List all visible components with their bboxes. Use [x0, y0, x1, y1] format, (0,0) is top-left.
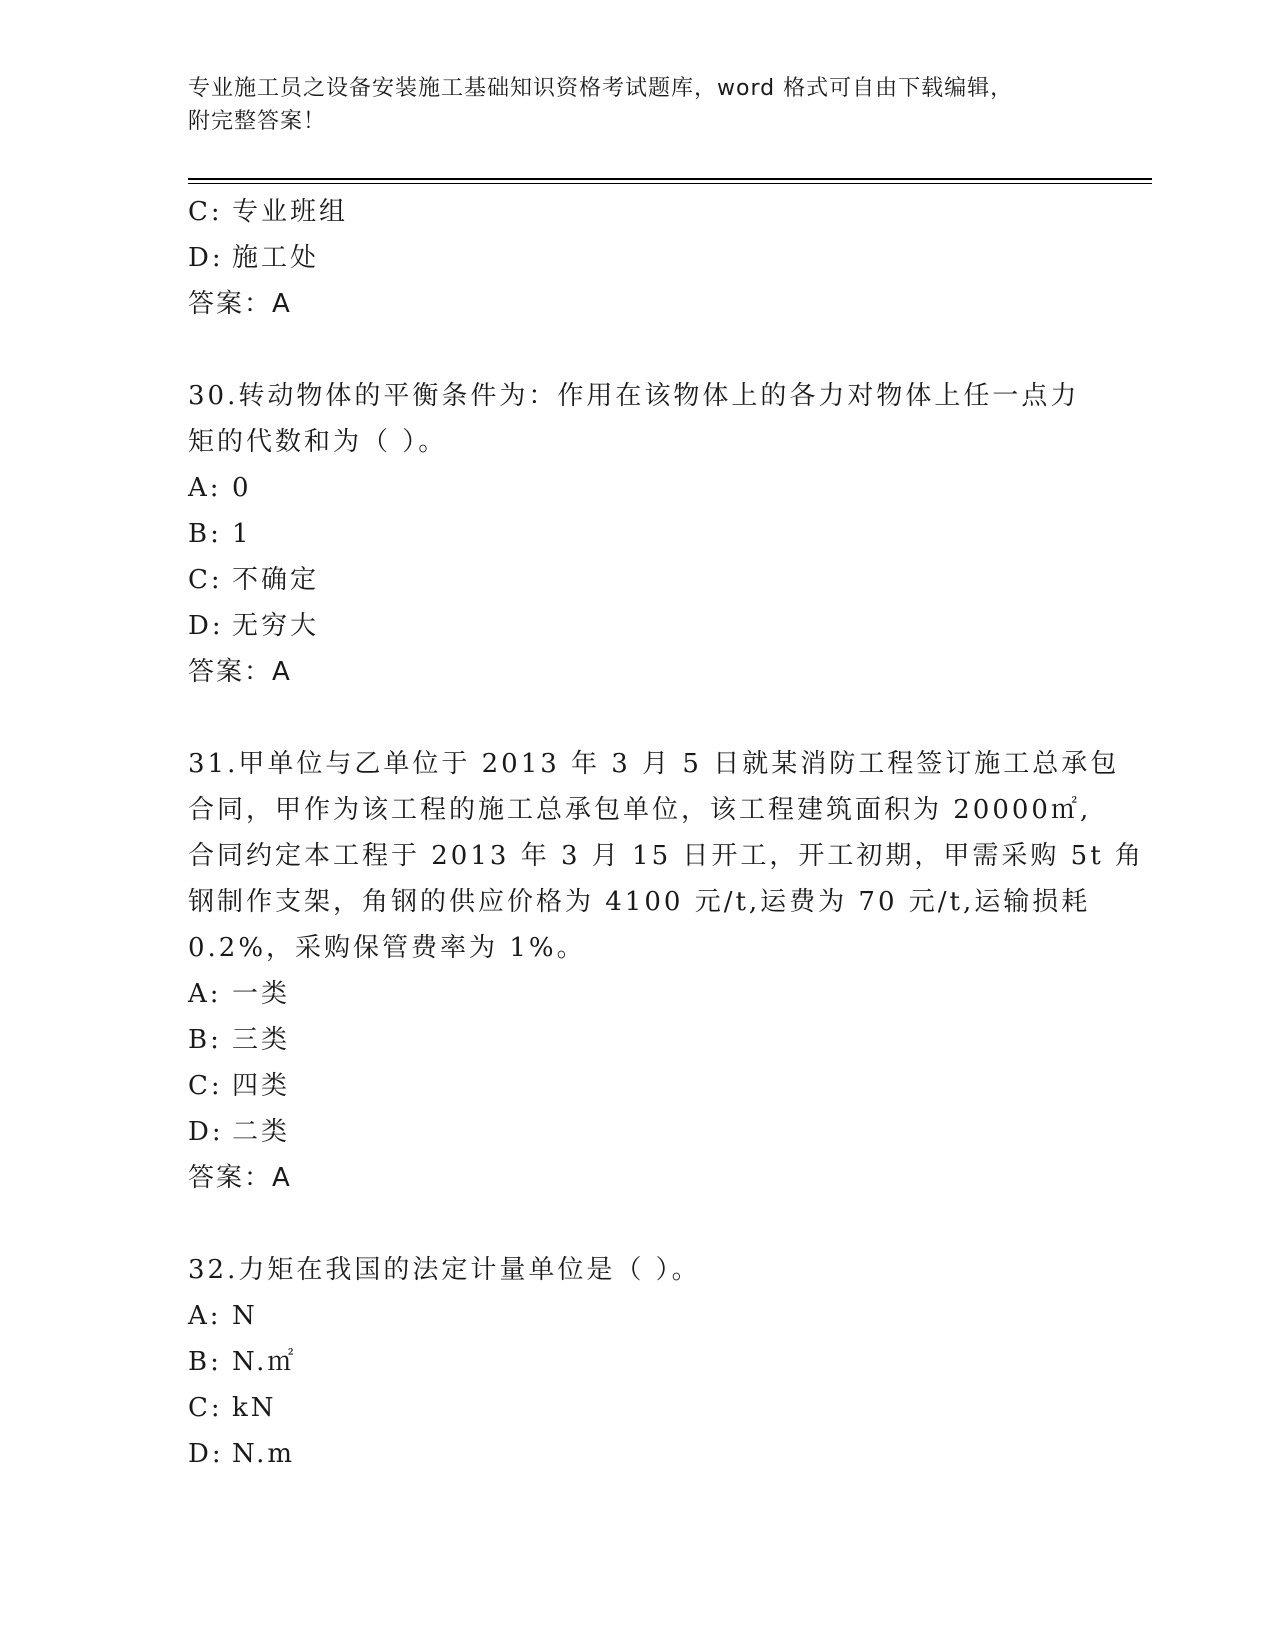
option-c [188, 557, 1088, 603]
option-text: N.㎡ [232, 1347, 297, 1377]
page-header [188, 72, 1068, 138]
option-key: A: [188, 1301, 222, 1331]
question-stem-line: 矩的代数和为（ ）。 [188, 427, 448, 457]
question-stem-line: 30.转动物体的平衡条件为：作用在该物体上的各力对物体上任一点力 [188, 381, 1080, 411]
option-key: C: [188, 1393, 223, 1423]
option-key: C: [188, 1071, 223, 1101]
option-key: B: [188, 1347, 222, 1377]
option-b [188, 511, 1088, 557]
option-text: N [232, 1301, 258, 1331]
option-text: N.m [232, 1439, 296, 1469]
option-text: 三类 [232, 1025, 291, 1055]
option-text: 1 [232, 519, 252, 549]
answer: 答案：A [188, 1163, 292, 1193]
option-key: B: [188, 519, 222, 549]
question-stem-line: 钢制作支架，角钢的供应价格为 4100 元/t,运费为 70 元/t,运输损耗 [188, 887, 1091, 917]
option-text: 四类 [232, 1071, 291, 1101]
option-b [188, 1339, 1088, 1385]
option-key: A: [188, 979, 222, 1009]
option-text: 0 [232, 473, 252, 503]
option-d [188, 1431, 1088, 1477]
option-key: D: [188, 611, 224, 641]
spacer [188, 1201, 1088, 1247]
answer: 答案：A [188, 657, 292, 687]
question-30 [188, 373, 1088, 695]
question-32 [188, 1247, 1088, 1477]
option-text: 无穷大 [232, 611, 320, 641]
option-key: A: [188, 473, 222, 503]
option-key: C: [188, 565, 223, 595]
question-stem-line: 合同，甲作为该工程的施工总承包单位，该工程建筑面积为 20000㎡, [188, 795, 1092, 825]
option-key: D: [188, 1117, 224, 1147]
option-key: D: [188, 1439, 224, 1469]
header-divider-thin [188, 183, 1152, 184]
option-text: kN [232, 1393, 277, 1423]
option-text: 二类 [232, 1117, 291, 1147]
option-d [188, 1109, 1088, 1155]
header-divider [188, 178, 1152, 180]
header-line-2: 附完整答案！ [188, 109, 327, 134]
option-d [188, 235, 1088, 281]
question-31 [188, 741, 1144, 1201]
spacer [188, 327, 1088, 373]
option-c [188, 1063, 1088, 1109]
option-b [188, 1017, 1088, 1063]
document-body [188, 189, 1144, 1477]
question-29-continued [188, 189, 1088, 327]
option-key: D: [188, 243, 224, 273]
question-stem-line: 合同约定本工程于 2013 年 3 月 15 日开工，开工初期，甲需采购 5t 角 [188, 841, 1144, 871]
option-c [188, 189, 1088, 235]
option-c [188, 1385, 1088, 1431]
spacer [188, 695, 1088, 741]
question-stem-line: 32.力矩在我国的法定计量单位是（ ）。 [188, 1255, 701, 1285]
option-text: 一类 [232, 979, 291, 1009]
answer: 答案：A [188, 289, 292, 319]
option-text: 不确定 [232, 565, 320, 595]
option-a [188, 465, 1088, 511]
option-text: 施工处 [232, 243, 320, 273]
option-a [188, 1293, 1088, 1339]
header-line-1: 专业施工员之设备安装施工基础知识资格考试题库，word 格式可自由下载编辑， [188, 76, 1014, 101]
option-key: B: [188, 1025, 222, 1055]
option-d [188, 603, 1088, 649]
option-a [188, 971, 1088, 1017]
question-stem-line: 0.2%，采购保管费率为 1%。 [188, 933, 586, 963]
question-stem-line: 31.甲单位与乙单位于 2013 年 3 月 5 日就某消防工程签订施工总承包 [188, 749, 1120, 779]
option-text: 专业班组 [232, 197, 349, 227]
option-key: C: [188, 197, 223, 227]
